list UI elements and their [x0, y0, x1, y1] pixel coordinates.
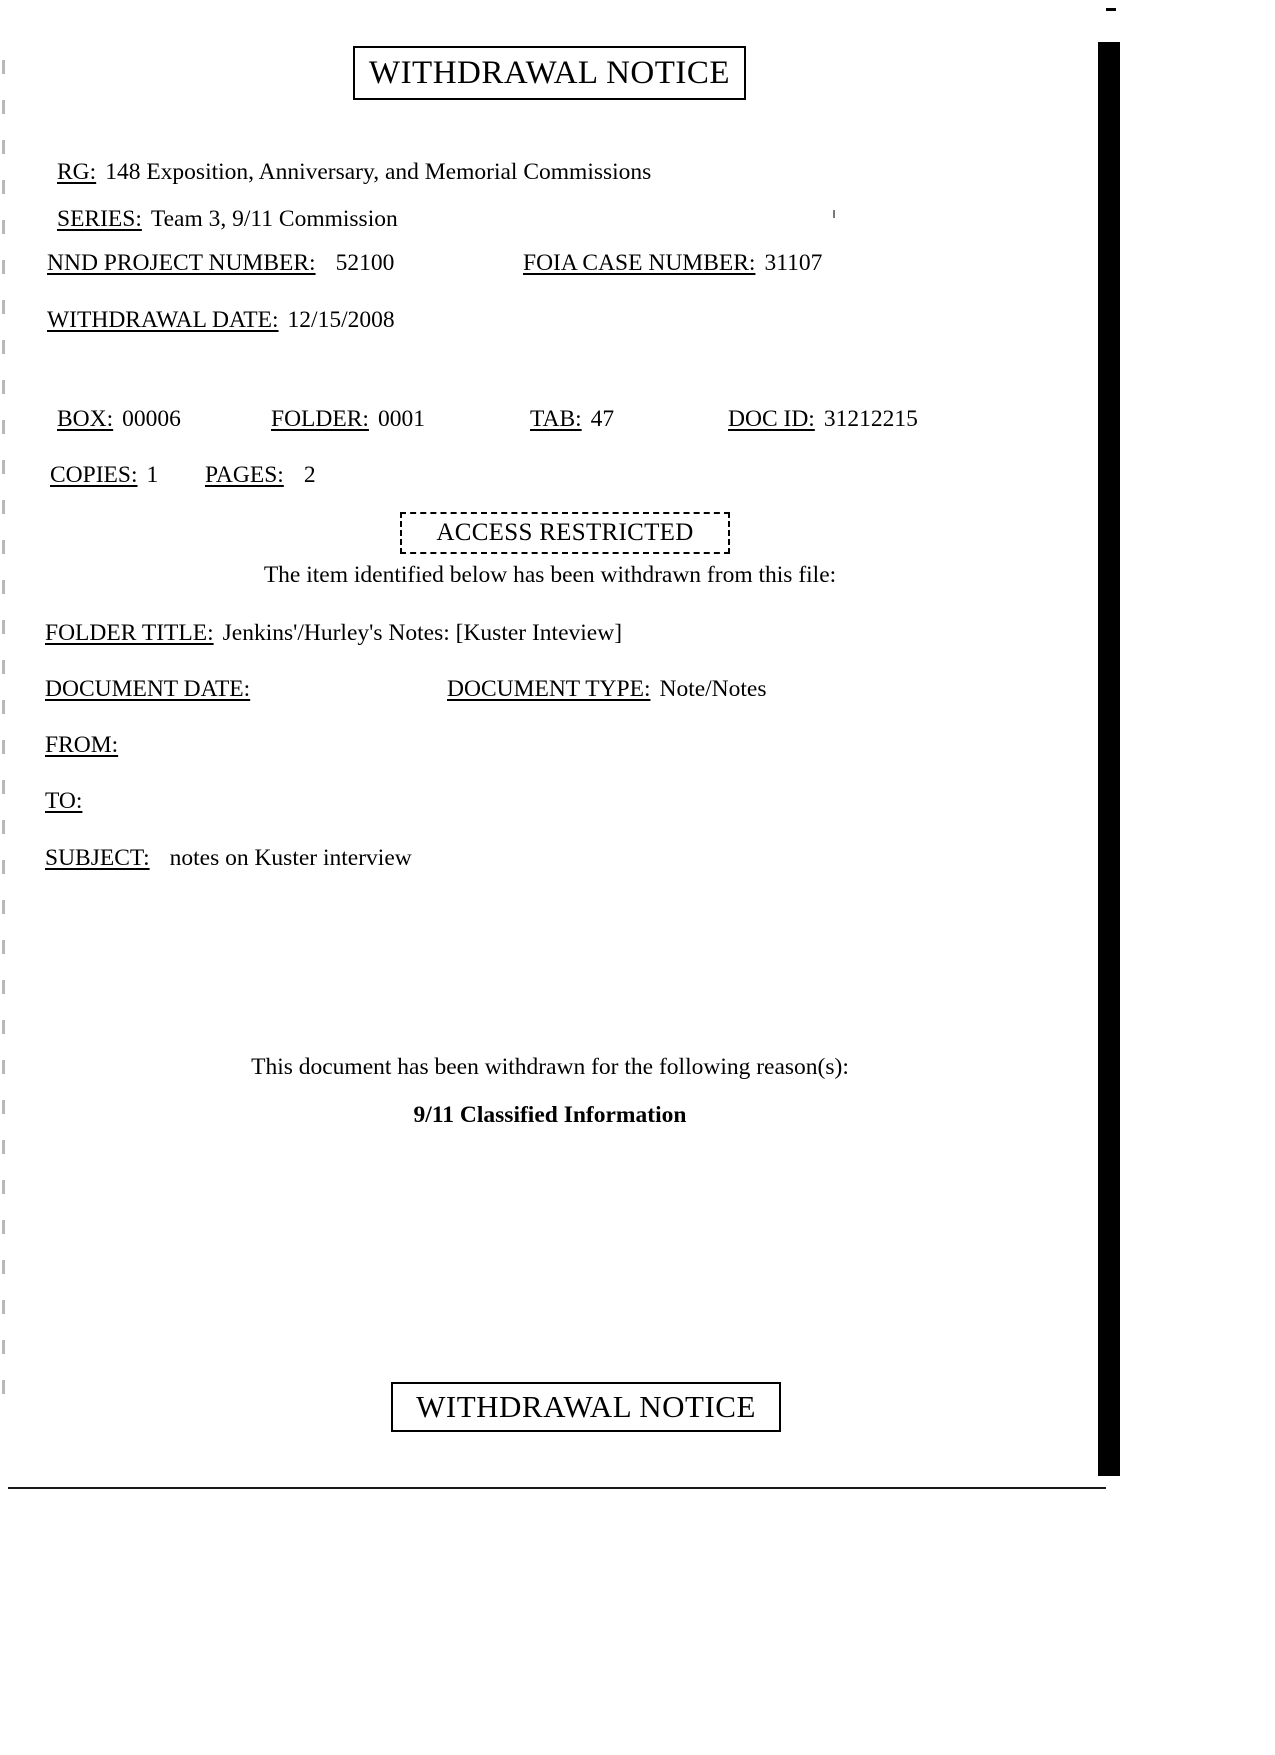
doc-id-value: 31212215	[823, 406, 918, 432]
field-row-nnd-project-number	[47, 249, 394, 277]
withdrawal-date-label: WITHDRAWAL DATE:	[47, 307, 279, 333]
withdrawal-reason-intro: This document has been withdrawn for the following reason(s):	[251, 1054, 849, 1080]
rg-value: 148 Exposition, Anniversary, and Memorial Commissions	[105, 159, 652, 185]
foia-case-number-value: 31107	[764, 250, 823, 276]
field-row-pages	[205, 461, 316, 489]
page-title-top: WITHDRAWAL NOTICE	[353, 46, 746, 100]
nnd-project-number-value: 52100	[335, 250, 395, 276]
from-label: FROM:	[45, 732, 119, 758]
field-row-box	[57, 405, 181, 433]
subject-label: SUBJECT:	[45, 845, 150, 871]
field-row-document-date	[45, 675, 259, 703]
withdrawal-date-value: 12/15/2008	[287, 307, 395, 333]
field-row-subject	[45, 844, 412, 872]
copies-value: 1	[146, 462, 159, 488]
scan-top-rule-artifact	[1106, 8, 1116, 11]
field-row-to	[45, 787, 91, 815]
field-row-rg	[57, 158, 651, 186]
folder-value: 0001	[377, 406, 425, 432]
scan-bottom-rule-artifact	[8, 1487, 1106, 1489]
field-row-from	[45, 731, 127, 759]
field-row-doc-id	[728, 405, 918, 433]
rg-label: RG:	[57, 159, 97, 185]
folder-label: FOLDER:	[271, 406, 369, 432]
subject-value: notes on Kuster interview	[169, 845, 412, 871]
foia-case-number-label: FOIA CASE NUMBER:	[523, 250, 756, 276]
withdrawal-reason-value: 9/11 Classified Information	[413, 1102, 687, 1128]
scan-right-black-bar-artifact	[1098, 42, 1120, 1476]
field-row-series	[57, 205, 398, 233]
field-row-folder	[271, 405, 425, 433]
folder-title-value: Jenkins'/Hurley's Notes: [Kuster Inteview]	[222, 620, 623, 646]
page-title-bottom: WITHDRAWAL NOTICE	[391, 1382, 781, 1432]
field-row-folder-title	[45, 619, 622, 647]
to-label: TO:	[45, 788, 83, 814]
copies-label: COPIES:	[50, 462, 138, 488]
document-type-label: DOCUMENT TYPE:	[447, 676, 651, 702]
document-date-label: DOCUMENT DATE:	[45, 676, 251, 702]
box-value: 00006	[122, 406, 181, 432]
field-row-document-type	[447, 675, 767, 703]
access-restricted-banner: ACCESS RESTRICTED	[400, 512, 730, 554]
pages-value: 2	[303, 462, 316, 488]
series-value: Team 3, 9/11 Commission	[150, 206, 398, 232]
series-label: SERIES:	[57, 206, 142, 232]
field-row-foia-case-number	[523, 249, 822, 277]
field-row-tab	[530, 405, 614, 433]
scan-bottom-margin	[0, 1508, 1275, 1755]
scan-left-edge-artifact	[2, 60, 5, 1400]
tab-value: 47	[590, 406, 615, 432]
document-type-value: Note/Notes	[659, 676, 767, 702]
doc-id-label: DOC ID:	[728, 406, 815, 432]
pages-label: PAGES:	[205, 462, 284, 488]
field-row-withdrawal-date	[47, 306, 395, 334]
field-row-copies	[50, 461, 158, 489]
folder-title-label: FOLDER TITLE:	[45, 620, 214, 646]
scan-speck-artifact	[833, 210, 835, 218]
withdrawn-statement: The item identified below has been withdrawn from this file:	[263, 562, 837, 588]
tab-label: TAB:	[530, 406, 582, 432]
nnd-project-number-label: NND PROJECT NUMBER:	[47, 250, 316, 276]
box-label: BOX:	[57, 406, 114, 432]
